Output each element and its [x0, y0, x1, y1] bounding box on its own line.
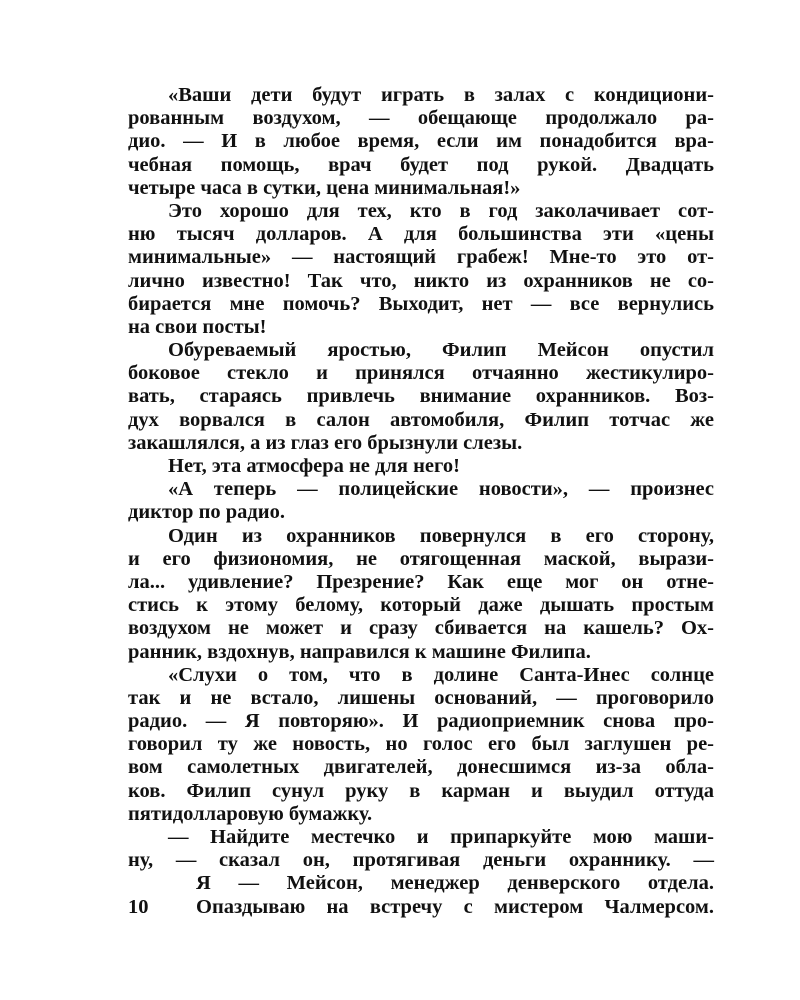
text-line: ков. Филип сунул руку в карман и выудил оттуда: [128, 779, 714, 802]
text-line: лично известно! Так что, никто из охранников не со-: [128, 269, 714, 292]
text-line: «А теперь — полицейские новости», — произнес: [168, 478, 714, 501]
text-line: «Ваши дети будут играть в залах с кондициони-: [168, 84, 714, 106]
text-line: закашлялся, а из глаз его брызнули слезы.: [128, 431, 523, 454]
text-line: дио. — И в любое время, если им понадобится вра-: [128, 130, 714, 153]
text-line: воздухом не может и сразу сбивается на кашель? Ох-: [128, 617, 714, 640]
text-line: бирается мне помочь? Выходит, нет — все вернулись: [128, 292, 714, 315]
text-line: Нет, эта атмосфера не для него!: [168, 455, 460, 477]
text-line: ню тысяч долларов. А для большинства эти «цены: [128, 223, 714, 246]
text-line: пятидолларовую бумажку.: [128, 802, 373, 825]
text-line: ранник, вздохнув, направился к машине Филипа.: [128, 640, 591, 663]
text-line: говорил ту же новость, но голос его был заглушен ре-: [128, 733, 714, 756]
text-line: ну, — сказал он, протягивая деньги охраннику. —: [128, 849, 714, 872]
text-line: так и не встало, лишены оснований, — проговорило: [128, 686, 714, 709]
text-line: Я — Мейсон, менеджер денверского отдела.: [196, 872, 714, 895]
text-line: дух ворвался в салон автомобиля, Филип тотчас же: [128, 408, 714, 431]
text-line: четыре часа в сутки, цена минимальная!»: [128, 176, 521, 199]
text-line: — Найдите местечко и припаркуйте мою маши-: [168, 826, 714, 848]
text-line: на свои посты!: [128, 315, 267, 338]
text-line: боковое стекло и принялся отчаянно жестикулиро-: [128, 362, 714, 385]
text-line: Это хорошо для тех, кто в год заколачивает сот-: [168, 199, 714, 222]
page-footer: [128, 896, 714, 919]
text-line: Один из охранников повернулся в его сторону,: [168, 524, 714, 547]
text-line: стись к этому белому, который даже дышать простым: [128, 594, 714, 617]
text-line: ла... удивление? Презрение? Как еще мог он отне-: [128, 570, 714, 593]
text-line: чебная помощь, врач будет под рукой. Двадцать: [128, 153, 714, 176]
text-line: вать, стараясь привлечь внимание охранников. Воз-: [128, 385, 714, 408]
text-line: радио. — Я повторяю». И радиоприемник снова про-: [128, 710, 714, 733]
text-line: вом самолетных двигателей, донесшимся из-за обла-: [128, 756, 714, 779]
page-number: 10: [128, 895, 149, 918]
text-line: диктор по радио.: [128, 501, 285, 524]
text-line: «Слухи о том, что в долине Санта-Инес солнце: [168, 663, 714, 686]
book-page: [128, 84, 714, 919]
text-line: и его физиономия, не отягощенная маской, вырази-: [128, 547, 714, 570]
text-line: Обуреваемый яростью, Филип Мейсон опустил: [168, 339, 714, 362]
text-line: Опаздываю на встречу с мистером Чалмерсом.: [196, 895, 714, 918]
text-line: минимальные» — настоящий грабеж! Мне-то это от-: [128, 246, 714, 269]
text-line: рованным воздухом, — обещающе продолжало ра-: [128, 107, 714, 130]
